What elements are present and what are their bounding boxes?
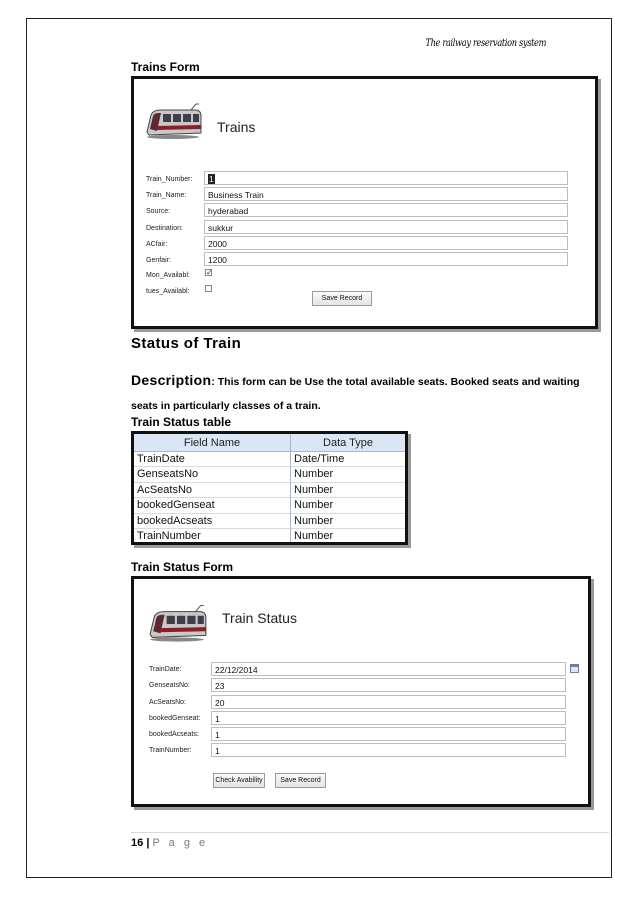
train-status-form-window bbox=[131, 576, 591, 807]
train-name-label: Train_Name: bbox=[146, 192, 187, 199]
table-cell-data-type: Number bbox=[291, 498, 405, 513]
trainnumber-input[interactable]: 1 bbox=[211, 743, 566, 757]
trains-form-title: Trains bbox=[217, 119, 256, 135]
source-label: Source: bbox=[146, 208, 171, 215]
train-number-value: 1 bbox=[209, 174, 214, 184]
train-image-icon bbox=[146, 603, 210, 643]
description-label: Description bbox=[131, 372, 212, 388]
table-cell-data-type: Number bbox=[291, 514, 405, 529]
table-cell-field-name: TrainDate bbox=[134, 452, 290, 467]
bookedacseats-label: bookedAcseats: bbox=[149, 731, 199, 738]
source-input[interactable]: hyderabad bbox=[204, 203, 568, 217]
check-availability-button[interactable]: Check Avability bbox=[213, 773, 265, 788]
trains-form-heading: Trains Form bbox=[131, 60, 200, 74]
table-cell-field-name: GenseatsNo bbox=[134, 467, 290, 482]
table-cell-data-type: Number bbox=[291, 467, 405, 482]
mon-available-checkbox[interactable]: ✓ bbox=[206, 268, 213, 277]
save-record-button[interactable]: Save Record bbox=[275, 773, 326, 788]
train-status-form-heading: Train Status Form bbox=[131, 560, 234, 574]
table-cell-data-type: Date/Time bbox=[291, 452, 405, 467]
genfair-label: Genfair: bbox=[146, 257, 171, 264]
train-number-label: Train_Number: bbox=[146, 176, 193, 183]
tues-available-checkbox[interactable] bbox=[205, 285, 212, 292]
description-paragraph bbox=[131, 368, 609, 418]
column-header-field-name: Field Name bbox=[134, 434, 290, 452]
table-cell-data-type: Number bbox=[291, 483, 405, 498]
train-status-table-heading: Train Status table bbox=[131, 415, 232, 429]
table-cell-field-name: bookedGenseat bbox=[134, 498, 290, 513]
mon-available-label: Mon_Availabl: bbox=[146, 272, 190, 279]
trains-form-window bbox=[131, 76, 598, 329]
genseatsno-label: GenseatsNo: bbox=[149, 682, 190, 689]
genseatsno-input[interactable]: 23 bbox=[211, 678, 566, 692]
table-cell-field-name: TrainNumber bbox=[137, 530, 201, 542]
trainnumber-label: TrainNumber: bbox=[149, 747, 192, 754]
acfair-label: ACfair: bbox=[146, 241, 168, 248]
destination-label: Destination: bbox=[146, 225, 183, 232]
status-of-train-heading: Status of Train bbox=[131, 335, 242, 352]
train-number-input[interactable] bbox=[204, 171, 568, 185]
traindate-label: TrainDate: bbox=[149, 666, 182, 673]
bookedgenseat-label: bookedGenseat: bbox=[149, 715, 201, 722]
destination-input[interactable]: sukkur bbox=[204, 220, 568, 234]
train-status-table bbox=[131, 431, 408, 545]
acseatsno-input[interactable]: 20 bbox=[211, 695, 566, 709]
tues-available-label: tues_Availabl: bbox=[146, 288, 190, 295]
bookedacseats-input[interactable]: 1 bbox=[211, 727, 566, 741]
footer-separator: | bbox=[146, 837, 150, 849]
save-record-button[interactable]: Save Record bbox=[312, 291, 372, 306]
description-text: : This form can be Use the total available seats. Booked seats and waiting seats in particularly classes of a train. bbox=[131, 376, 580, 412]
table-cell-data-type: Number bbox=[294, 530, 334, 542]
train-image-icon bbox=[143, 102, 205, 140]
calendar-icon[interactable] bbox=[570, 664, 579, 673]
genfair-input[interactable]: 1200 bbox=[204, 252, 568, 266]
train-status-form-title: Train Status bbox=[222, 610, 297, 626]
document-header-title: The railway reservation system bbox=[425, 38, 546, 49]
table-cell-field-name: bookedAcseats bbox=[134, 514, 290, 529]
page-word: P a g e bbox=[152, 837, 209, 849]
train-name-input[interactable]: Business Train bbox=[204, 187, 568, 201]
page-number: 16 bbox=[131, 837, 144, 849]
bookedgenseat-input[interactable]: 1 bbox=[211, 711, 566, 725]
table-cell-field-name: AcSeatsNo bbox=[134, 483, 290, 498]
acfair-input[interactable]: 2000 bbox=[204, 236, 568, 250]
footer-rule bbox=[131, 832, 609, 833]
acseatsno-label: AcSeatsNo: bbox=[149, 699, 186, 706]
traindate-input[interactable]: 22/12/2014 bbox=[211, 662, 566, 676]
page-footer bbox=[131, 837, 208, 849]
column-header-data-type: Data Type bbox=[291, 434, 405, 452]
